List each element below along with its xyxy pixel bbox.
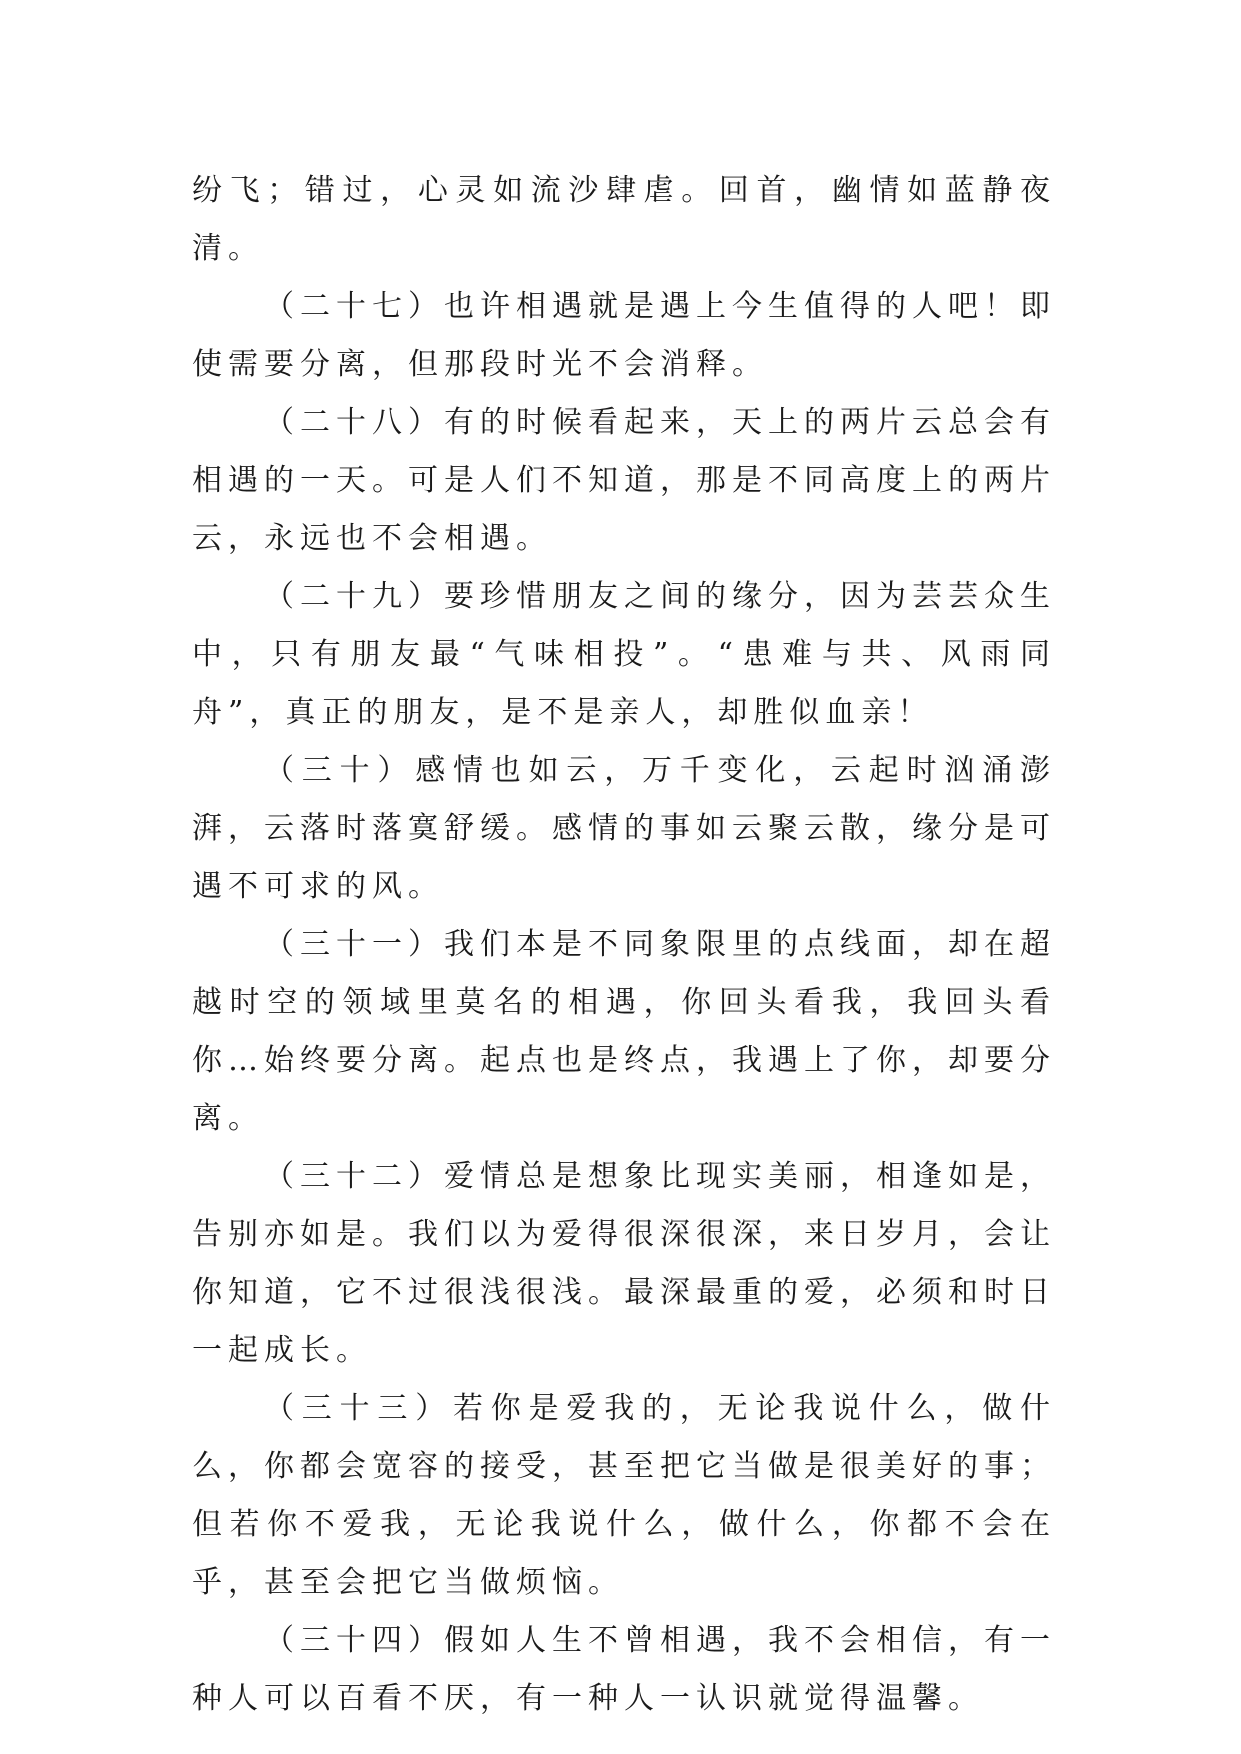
paragraph-30: （三十）感情也如云，万千变化，云起时汹涌澎湃，云落时落寞舒缓。感情的事如云聚云散，缘分是可遇不可求的风。 bbox=[192, 753, 1056, 904]
paragraph-28: （二十八）有的时候看起来，天上的两片云总会有相遇的一天。可是人们不知道，那是不同高度上的两片云，永远也不会相遇。 bbox=[192, 405, 1056, 556]
paragraph-continued: 纷飞；错过，心灵如流沙肆虐。回首，幽情如蓝静夜清。 bbox=[192, 173, 1056, 266]
paragraph-27: （二十七）也许相遇就是遇上今生值得的人吧！即使需要分离，但那段时光不会消释。 bbox=[192, 289, 1056, 382]
document-body bbox=[192, 162, 1056, 1728]
paragraph-34: （三十四）假如人生不曾相遇，我不会相信，有一种人可以百看不厌，有一种人一认识就觉得温馨。 bbox=[192, 1623, 1056, 1716]
paragraph-32: （三十二）爱情总是想象比现实美丽，相逢如是，告别亦如是。我们以为爱得很深很深，来日岁月，会让你知道，它不过很浅很浅。最深最重的爱，必须和时日一起成长。 bbox=[192, 1159, 1056, 1368]
paragraph-33: （三十三）若你是爱我的，无论我说什么，做什么，你都会宽容的接受，甚至把它当做是很美好的事；但若你不爱我，无论我说什么，做什么，你都不会在乎，甚至会把它当做烦恼。 bbox=[192, 1391, 1056, 1600]
paragraph-31: （三十一）我们本是不同象限里的点线面，却在超越时空的领域里莫名的相遇，你回头看我，我回头看你…始终要分离。起点也是终点，我遇上了你，却要分离。 bbox=[192, 927, 1056, 1136]
paragraph-29: （二十九）要珍惜朋友之间的缘分，因为芸芸众生中，只有朋友最“气味相投”。“患难与共、风雨同舟”，真正的朋友，是不是亲人，却胜似血亲！ bbox=[192, 579, 1056, 730]
